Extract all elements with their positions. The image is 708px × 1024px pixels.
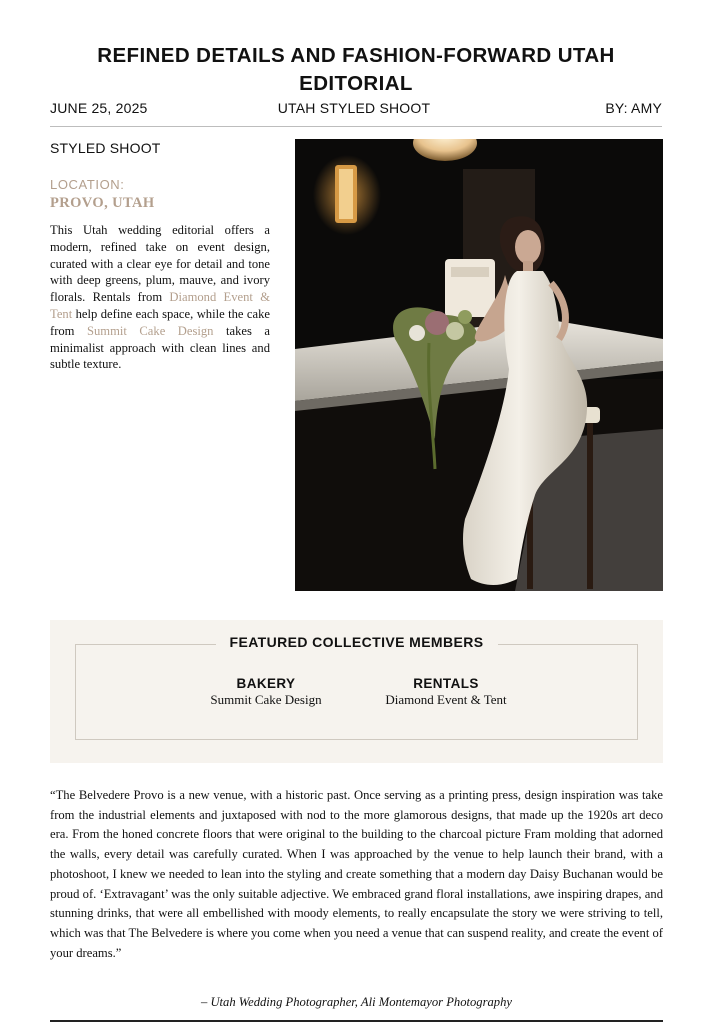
article-category[interactable]: UTAH STYLED SHOOT	[277, 100, 431, 116]
member-role: RENTALS	[413, 676, 479, 691]
intro-text-2: help define each space, while the cake from	[50, 306, 270, 338]
cake-vendor-link[interactable]: Summit Cake Design	[87, 323, 214, 338]
quote-attribution: – Utah Wedding Photographer, Ali Montemayor Photography	[201, 995, 512, 1009]
featured-members-title-text: FEATURED COLLECTIVE MEMBERS	[216, 634, 498, 650]
location-value: PROVO, UTAH	[50, 195, 155, 211]
featured-members-title	[50, 633, 663, 651]
footer-divider	[50, 1020, 663, 1022]
intro-paragraph	[50, 222, 270, 373]
editorial-photo	[295, 139, 663, 591]
member-bakery	[190, 676, 342, 707]
member-name-link[interactable]: Diamond Event & Tent	[385, 692, 507, 707]
featured-members-box	[50, 620, 663, 763]
member-role: BAKERY	[236, 676, 296, 691]
intro-text-3: takes a minimalist approach with clean lines and subtle texture.	[50, 323, 270, 372]
article-date: JUNE 25, 2025	[50, 100, 148, 116]
venue-quote: “The Belvedere Provo is a new venue, with a historic past. Once serving as a printing press, design inspiration was take from the industrial elements and juxtaposed with nod to the more glamorous designs, that made up the 1920s art deco era. From the honed concrete floors that were original to the building to the charcoal picture Fram molding that adorned the walls, every detail was carefully curated. When I was approached by the venue to help launch their brand, with a photoshoot, I knew we needed to lean into the styling and create something that a modern day Daisy Buchanan would be proud of. ‘Extravagant’ was the only suitable adjective. We embraced grand floral installations, awe inspiring drapes, and stunning drinks, that were all embellished with moody elements, to really encapsulate the story we were striving to tell, which was that The Belvedere is where you come when you need a venue that can suspend reality, and create the event of your dreams.”	[50, 788, 663, 960]
article-author: BY: AMY	[605, 100, 662, 116]
shoot-type-tag: STYLED SHOOT	[50, 140, 161, 156]
member-name-link[interactable]: Summit Cake Design	[210, 692, 322, 707]
intro-text-1: This Utah wedding editorial offers a modern, refined take on event design, curated with a clear eye for detail and tone with deep greens, plum, mauve, and ivory florals. Rentals from	[50, 223, 270, 305]
location-label: LOCATION:	[50, 177, 125, 192]
header-divider	[50, 126, 662, 127]
member-rentals	[370, 676, 522, 707]
rentals-vendor-link[interactable]: Diamond Event & Tent	[50, 290, 270, 321]
bride-at-bar-photo	[295, 139, 663, 591]
featured-members-frame	[75, 644, 638, 740]
article-title: REFINED DETAILS AND FASHION-FORWARD UTAH EDITORIAL	[97, 44, 615, 95]
